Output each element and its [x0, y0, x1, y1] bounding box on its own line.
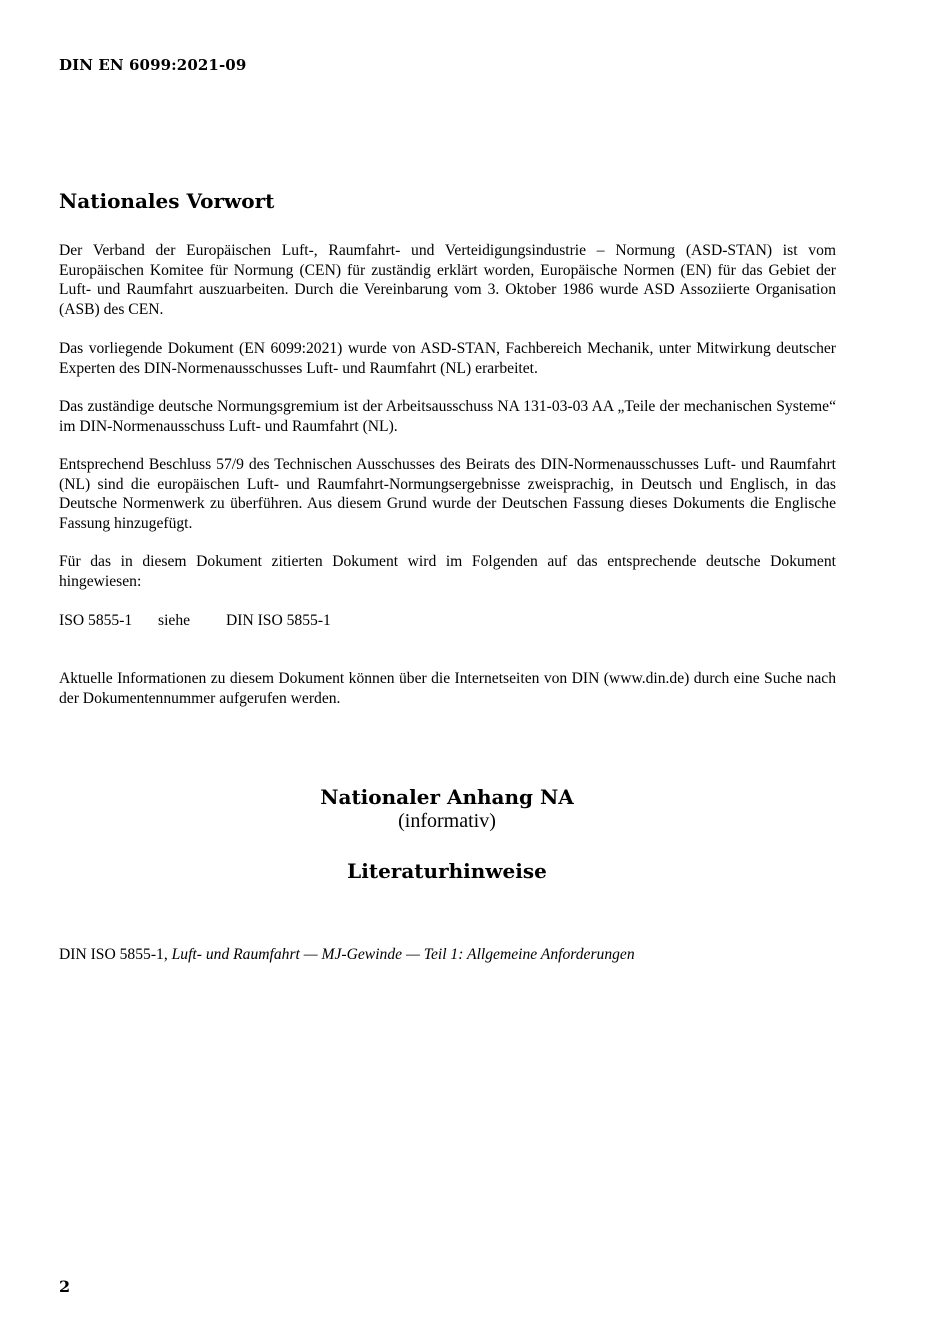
vorwort-paragraph-3: Das zuständige deutsche Normungsgremium ist der Arbeitsausschuss NA 131-03-03 AA „Teile der mechanischen Systeme“ im DIN-Normenausschuss Luft- und Raumfahrt (NL).: [59, 398, 836, 435]
bibliography-separator: ,: [163, 946, 172, 963]
bibliography-entry: [59, 945, 635, 965]
vorwort-paragraph-5: Für das in diesem Dokument zitierten Dokument wird im Folgenden auf das entsprechende deutsche Dokument hingewiesen:: [59, 553, 836, 590]
annex-subtitle: (informativ): [398, 810, 496, 832]
reference-link-word: siehe: [158, 612, 191, 629]
bibliography-title: Luft- und Raumfahrt — MJ-Gewinde — Teil 1: Allgemeine Anforderungen: [171, 946, 635, 963]
bibliography-ref-id: DIN ISO 5855-1: [59, 946, 164, 963]
section-heading-nationales-vorwort: Nationales Vorwort: [59, 189, 275, 213]
vorwort-paragraph-4: Entsprechend Beschluss 57/9 des Technischen Ausschusses des Beirats des DIN-Normenausschusses Luft- und Raumfahrt (NL) sind die europäischen Luft- und Raumfahrt-Normungsergebnisse zweisprachig, in Deutsch und Englisch, in das Deutsche Normenwerk zu überführen. Aus diesem Grund wurde der Deutschen Fassung dieses Dokuments die Englische Fassung hinzugefügt.: [59, 456, 836, 532]
reference-row: [59, 611, 331, 631]
annex-title: Nationaler Anhang NA: [320, 785, 574, 809]
vorwort-closing-paragraph: Aktuelle Informationen zu diesem Dokument können über die Internetseiten von DIN (www.din.de) durch eine Suche nach der Dokumentennummer aufgerufen werden.: [59, 670, 836, 707]
reference-target: DIN ISO 5855-1: [226, 612, 331, 629]
literature-heading: Literaturhinweise: [347, 859, 547, 883]
vorwort-paragraph-2: Das vorliegende Dokument (EN 6099:2021) wurde von ASD-STAN, Fachbereich Mechanik, unter Mitwirkung deutscher Experten des DIN-Normenausschusses Luft- und Raumfahrt (NL) erarbeitet.: [59, 340, 836, 377]
reference-source: ISO 5855-1: [59, 612, 133, 629]
document-id-header: DIN EN 6099:2021-09: [59, 56, 247, 74]
vorwort-paragraph-1: Der Verband der Europäischen Luft-, Raumfahrt- und Verteidigungsindustrie – Normung (ASD-STAN) ist vom Europäischen Komitee für Normung (CEN) für zuständig erklärt worden, Europäische Normen (EN) für das Gebiet der Luft- und Raumfahrt auszuarbeiten. Durch die Vereinbarung vom 3. Oktober 1986 wurde ASD Assoziierte Organisation (ASB) des CEN.: [59, 242, 836, 318]
page-number: 2: [59, 1277, 71, 1296]
